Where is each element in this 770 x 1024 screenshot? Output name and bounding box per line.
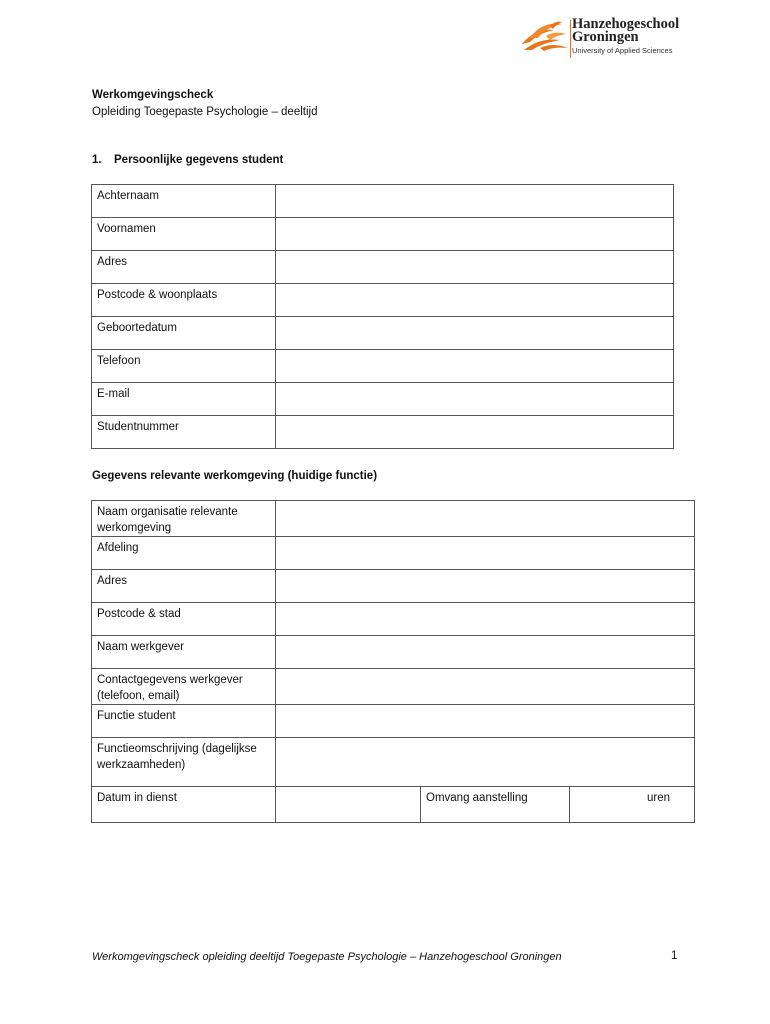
table-row	[92, 383, 674, 416]
field-label: Afdeling	[92, 537, 276, 570]
field-input-geboortedatum[interactable]	[276, 317, 674, 350]
field-label: Geboortedatum	[92, 317, 276, 350]
table-row	[92, 787, 695, 823]
page-footer: Werkomgevingscheck opleiding deeltijd Toegepaste Psychologie – Hanzehogeschool Groningen	[92, 951, 562, 963]
field-label: Functieomschrijving (dagelijkse werkzaamheden)	[92, 738, 276, 787]
table-row	[92, 705, 695, 738]
section-personal-heading	[92, 154, 283, 166]
table-row	[92, 185, 674, 218]
field-input-achternaam[interactable]	[276, 185, 674, 218]
field-label: Studentnummer	[92, 416, 276, 449]
field-input-omvang-uren[interactable]	[570, 787, 695, 823]
field-input-afdeling[interactable]	[276, 537, 695, 570]
logo-name	[572, 18, 679, 44]
personal-details-table	[91, 184, 674, 449]
table-row	[92, 350, 674, 383]
field-input-voornamen[interactable]	[276, 218, 674, 251]
field-input-naam-werkgever[interactable]	[276, 636, 695, 669]
table-row	[92, 317, 674, 350]
field-label: Omvang aanstelling	[421, 787, 570, 823]
field-input-functie-student[interactable]	[276, 705, 695, 738]
field-input-studentnummer[interactable]	[276, 416, 674, 449]
table-row	[92, 669, 695, 705]
table-row	[92, 570, 695, 603]
field-label: Postcode & woonplaats	[92, 284, 276, 317]
field-label: Telefoon	[92, 350, 276, 383]
field-label: Contactgegevens werkgever (telefoon, email)	[92, 669, 276, 705]
table-row	[92, 636, 695, 669]
field-input-contactgegevens[interactable]	[276, 669, 695, 705]
field-label: E-mail	[92, 383, 276, 416]
hanzehogeschool-logo	[520, 18, 685, 62]
table-row	[92, 738, 695, 787]
field-input-postcode-woonplaats[interactable]	[276, 284, 674, 317]
flame-icon	[520, 20, 570, 54]
field-input-email[interactable]	[276, 383, 674, 416]
field-label: Datum in dienst	[92, 787, 276, 823]
work-details-table	[91, 500, 695, 823]
field-label: Naam werkgever	[92, 636, 276, 669]
section-number: 1.	[92, 154, 102, 166]
unit-label: uren	[646, 792, 670, 804]
field-input-functieomschrijving[interactable]	[276, 738, 695, 787]
logo-line1: Hanzehogeschool	[572, 16, 680, 32]
table-row	[92, 284, 674, 317]
document-title: Werkomgevingscheck	[92, 89, 214, 101]
document-subtitle: Opleiding Toegepaste Psychologie – deeltijd	[92, 106, 318, 118]
section-title: Persoonlijke gegevens student	[114, 154, 284, 166]
page-number: 1	[671, 950, 678, 962]
field-label: Achternaam	[92, 185, 276, 218]
field-label: Postcode & stad	[92, 603, 276, 636]
field-label: Functie student	[92, 705, 276, 738]
field-input-telefoon[interactable]	[276, 350, 674, 383]
logo-divider	[570, 20, 571, 58]
table-row	[92, 537, 695, 570]
table-row	[92, 218, 674, 251]
field-label: Naam organisatie relevante werkomgeving	[92, 501, 276, 537]
field-label: Adres	[92, 251, 276, 284]
table-row	[92, 603, 695, 636]
field-label: Voornamen	[92, 218, 276, 251]
field-label: Adres	[92, 570, 276, 603]
logo-line2: Groningen	[572, 29, 639, 45]
field-input-adres[interactable]	[276, 570, 695, 603]
table-row	[92, 416, 674, 449]
section-work-heading: Gegevens relevante werkomgeving (huidige functie)	[92, 470, 378, 482]
table-row	[92, 501, 695, 537]
field-input-datum-in-dienst[interactable]	[276, 787, 421, 823]
field-input-postcode-stad[interactable]	[276, 603, 695, 636]
table-row	[92, 251, 674, 284]
field-input-adres[interactable]	[276, 251, 674, 284]
field-input-naam-organisatie[interactable]	[276, 501, 695, 537]
logo-tagline: University of Applied Sciences	[572, 46, 673, 55]
